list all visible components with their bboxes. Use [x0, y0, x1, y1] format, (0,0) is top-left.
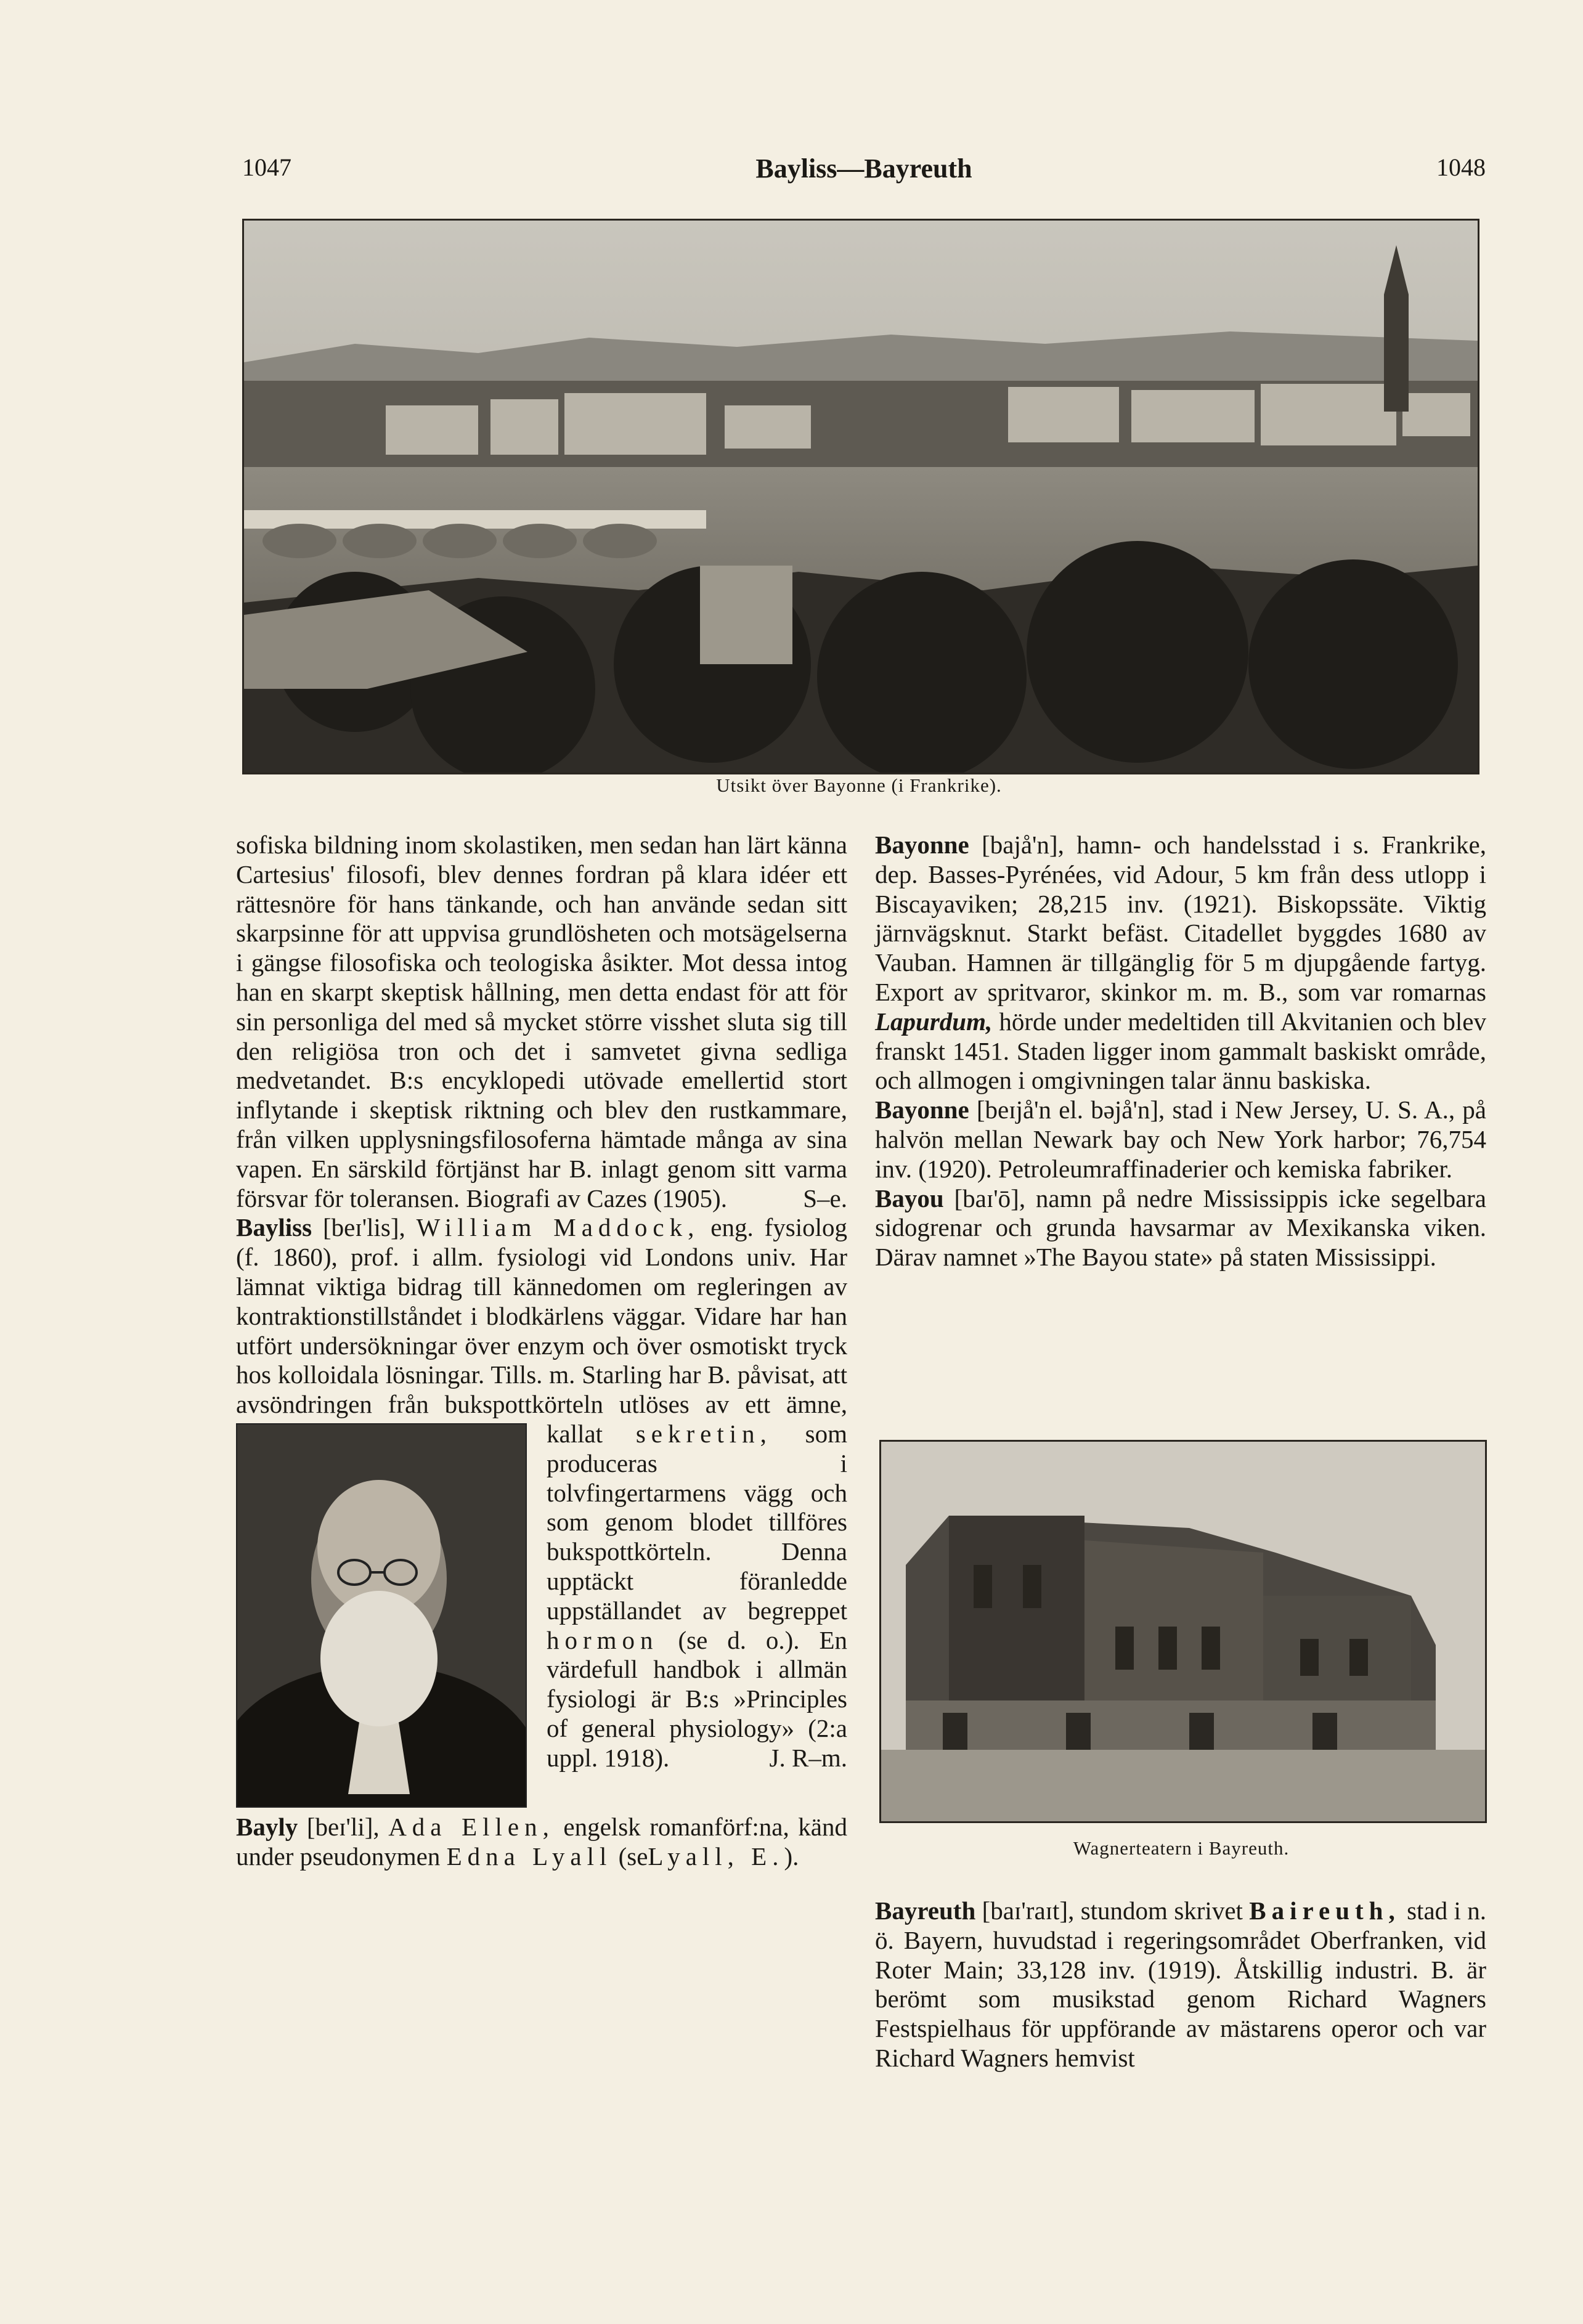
latin-name: Lapurdum, — [875, 1007, 993, 1036]
entry-bayliss: Bayliss [beɪ'lis], William Maddock, eng. fysiolog (f. 1860), prof. i allm. fysiologi vid Londons univ. Har lämnat viktiga bidrag till kännedomen om regleringen av kontraktionstillståndet i blodkärlens väggar. Vidare har han utfört undersökningar över enzym och över osmotiskt tryck hos kolloidala lösningar. Tills. m. Starling har B. påvisat, att avsöndringen från bukspottkörteln utlöses av ett ämne, kallat sekretin, som produceras i tolvfingertarmens vägg och som genom blodet tillföres bukspottkörteln. Denna upptäckt föranledde uppställandet av begreppet hormon (se d. o.). En värdefull handbok i allmän fysiologi är B:s »Principles of general physiology» (2:a uppl. 1918). J. R–m. — [236, 1213, 847, 1773]
entry-bayreuth: Bayreuth [baɪ'raɪt], stundom skrivet Baireuth, stad i n. ö. Bayern, huvudstad i regeringsområdet Oberfranken, vid Roter Main; 33,128 inv. (1919). Åtskillig industri. B. är berömt som musikstad genom Richard Wagners Festspielhaus för uppförande av mästarens operor och var Richard Wagners hemvist — [875, 1896, 1487, 2072]
alternate-spelling: Baireuth, — [1249, 1896, 1401, 1925]
pseudonym: Edna Lyall — [446, 1842, 612, 1871]
page-number-right: 1048 — [1436, 153, 1486, 181]
term-sekretin: sekretin, — [635, 1419, 772, 1448]
entry-bayonne-new-jersey: Bayonne [beɪjå'n el. bəjå'n], stad i New Jersey, U. S. A., på halvön mellan Newark bay och New York harbor; 76,754 inv. (1920). Petroleumraffinaderier och kemiska fabriker. — [875, 1095, 1486, 1183]
wagner-theatre-photo — [879, 1440, 1487, 1823]
cross-reference: Lyall, E. — [648, 1842, 784, 1871]
bayonne-photo-caption: Utsikt över Bayonne (i Frankrike). — [716, 774, 1002, 796]
full-name: Ada Ellen, — [388, 1812, 555, 1841]
headword-bayou: Bayou — [875, 1184, 944, 1213]
page-number-left: 1047 — [242, 153, 291, 181]
right-column — [875, 831, 1486, 1272]
signature: J. R–m. — [769, 1743, 847, 1772]
headword-bayonne: Bayonne — [875, 1095, 969, 1124]
left-column — [236, 831, 847, 1872]
term-hormon: hormon — [547, 1625, 659, 1654]
wagner-theatre-caption: Wagnerteatern i Bayreuth. — [1073, 1837, 1290, 1859]
signature: S–e. — [803, 1184, 847, 1213]
headword-bayly: Bayly — [236, 1812, 298, 1841]
entry-bayonne-france: Bayonne [bajå'n], hamn- och handelsstad i s. Frankrike, dep. Basses-Pyrénées, vid Adour, 5 km från dess utlopp i Biscayaviken; 28,215 inv. (1921). Biskopssäte. Viktig järnvägsknut. Starkt befäst. Citadellet byggdes 1680 av Vauban. Hamnen är tillgänglig för 5 m djupgående fartyg. Export av spritvaror, skinkor m. m. B., som var romarnas Lapurdum, hörde under medeltiden till Akvitanien och blev franskt 1451. Staden ligger inom gammalt baskiskt område, och allmogen i omgivningen talar ännu baskiska. — [875, 831, 1487, 1095]
headword-bayliss: Bayliss — [236, 1213, 312, 1242]
bayonne-view-photo — [242, 219, 1479, 774]
running-title: Bayliss—Bayreuth — [755, 153, 972, 184]
page-header — [242, 153, 1486, 190]
headword-bayreuth: Bayreuth — [875, 1896, 976, 1925]
right-column-lower — [875, 1896, 1486, 2073]
entry-bayou: Bayou [baɪ'ō], namn på nedre Mississippis icke segelbara sidogrenar och grunda havsarmar av Mexikanska viken. Därav namnet »The Bayou state» på staten Mississippi. — [875, 1184, 1486, 1272]
bayliss-portrait — [236, 1423, 527, 1808]
entry-bayly: Bayly [beɪ'li], Ada Ellen, engelsk romanförf:na, känd under pseudonymen Edna Lyall (seLyall, E.). — [236, 1812, 848, 1871]
entry-bayle-continuation: sofiska bildning inom skolastiken, men sedan han lärt känna Cartesius' filosofi, blev dennes fordran på klara idéer ett rättesnöre för hans tänkande, och han använde sedan sitt skarpsinne för att uppvisa grundlösheten och motsägelserna i gängse filosofiska och teologiska åsikter. Mot dessa intog han en skarpt skeptisk hållning, men detta endast för att för sin personliga del med så mycket större visshet sluta sig till den religiösa tron och det i samvetet givna sedliga medvetandet. B:s encyklopedi utövade emellertid stort inflytande i skeptisk riktning och blev den rustkammare, från vilken upplysningsfilosoferna hämtade många av sina vapen. En särskild förtjänst har B. inlagt genom sitt varma försvar för toleransen. Biografi av Cazes (1905). S–e. — [236, 831, 847, 1213]
headword-bayonne: Bayonne — [875, 831, 969, 859]
full-name: William Maddock, — [416, 1213, 700, 1242]
pronunciation: [beɪ'li], — [306, 1812, 380, 1841]
pronunciation: [beɪ'lis], — [322, 1213, 405, 1242]
